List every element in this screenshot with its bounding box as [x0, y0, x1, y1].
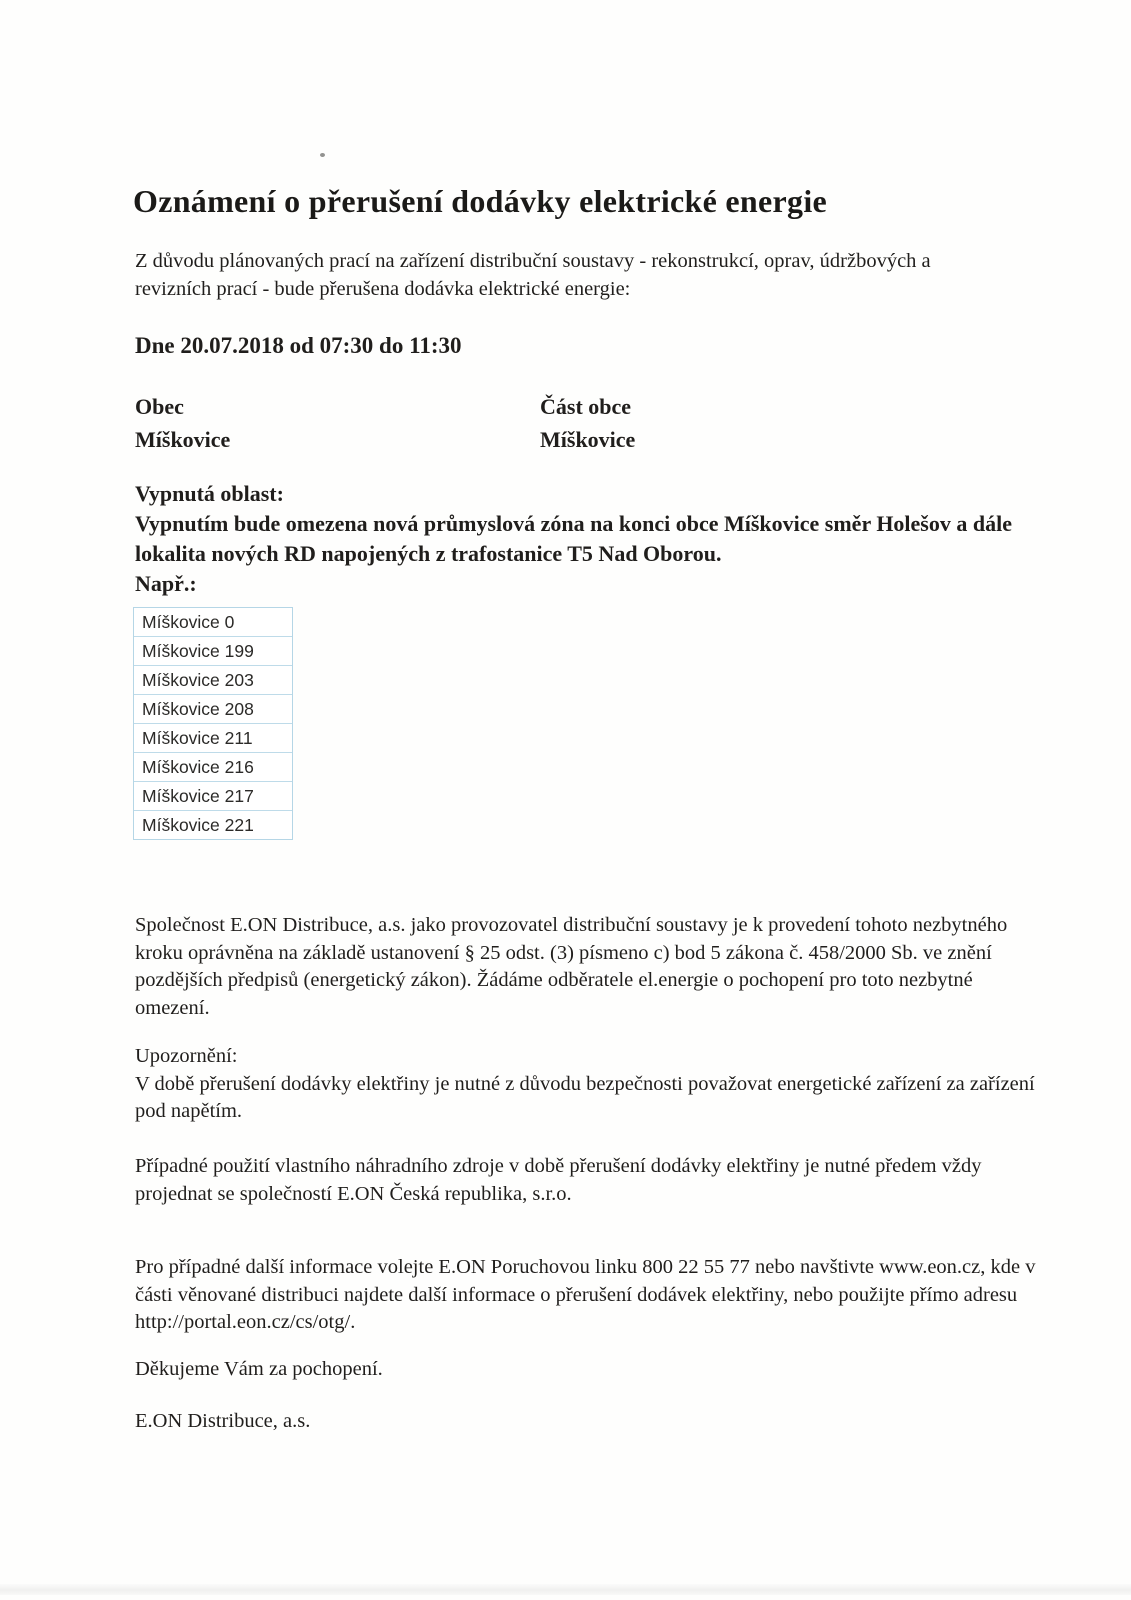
- thanks-line: Děkujeme Vám za pochopení.: [135, 1358, 383, 1380]
- scan-edge-artifact: [0, 1584, 1131, 1595]
- legal-paragraph: Společnost E.ON Distribuce, a.s. jako provozovatel distribuční soustavy je k provedení tohoto nezbytného kroku oprávněna na základě ustanovení § 25 odst. (3) písmeno c) bod 5 zákona č. 458/2000 Sb. ve znění pozdějších předpisů (energetický zákon). Žádáme odběratele el.energie o pochopení pro toto nezbytné omezení.: [135, 914, 1008, 1019]
- table-row: Míškovice 216: [134, 753, 292, 782]
- municipality-column: [135, 390, 540, 456]
- contact-info-paragraph: Pro případné další informace volejte E.ON Poruchovou linku 800 22 55 77 nebo navštivte www.eon.cz, kde v části věnované distribuci najdete další informace o přerušení dodávek elektřiny, nebo použijte přímo adresu http://portal.eon.cz/cs/otg/.: [135, 1256, 1036, 1333]
- outage-area-heading: Vypnutá oblast:: [135, 481, 284, 506]
- municipality-value: Míškovice: [135, 427, 231, 452]
- outage-table: [133, 607, 293, 840]
- table-row: Míškovice 203: [134, 666, 292, 695]
- table-row: Míškovice 0: [134, 608, 292, 637]
- municipality-part-column: [540, 390, 635, 456]
- table-row: Míškovice 199: [134, 637, 292, 666]
- table-row: Míškovice 211: [134, 724, 292, 753]
- table-row: Míškovice 221: [142, 815, 254, 835]
- scan-speck-artifact: [320, 153, 325, 157]
- notice-body: V době přerušení dodávky elektřiny je nutné z důvodu bezpečnosti považovat energetické zařízení za zařízení pod napětím.: [135, 1072, 1035, 1122]
- municipality-label: Obec: [135, 394, 184, 419]
- table-row: Míškovice 217: [134, 782, 292, 811]
- signature-line: E.ON Distribuce, a.s.: [135, 1410, 311, 1432]
- outage-area-section: [135, 479, 1027, 599]
- intro-paragraph: Z důvodu plánovaných prací na zařízení distribuční soustavy - rekonstrukcí, oprav, údržbových a revizních prací - bude přerušena dodávka elektrické energie:: [135, 250, 931, 300]
- outage-date-line: Dne 20.07.2018 od 07:30 do 11:30: [135, 333, 462, 358]
- municipality-part-label: Část obce: [540, 394, 632, 419]
- table-row: Míškovice 208: [134, 695, 292, 724]
- outage-area-description: Vypnutím bude omezena nová průmyslová zóna na konci obce Míškovice směr Holešov a dále lokalita nových RD napojených z trafostanice T5 Nad Oborou.: [135, 511, 1012, 566]
- page-title: Oznámení o přerušení dodávky elektrické energie: [133, 183, 828, 219]
- municipality-part-value: Míškovice: [540, 427, 636, 452]
- outage-area-example-label: Např.:: [135, 571, 197, 596]
- notice-section: [135, 1043, 1050, 1126]
- notice-heading: Upozornění:: [135, 1045, 238, 1067]
- municipality-section: [135, 390, 635, 456]
- generator-note-paragraph: Případné použití vlastního náhradního zdroje v době přerušení dodávky elektřiny je nutné předem vždy projednat se společností E.ON Česká republika, s.r.o.: [135, 1155, 982, 1205]
